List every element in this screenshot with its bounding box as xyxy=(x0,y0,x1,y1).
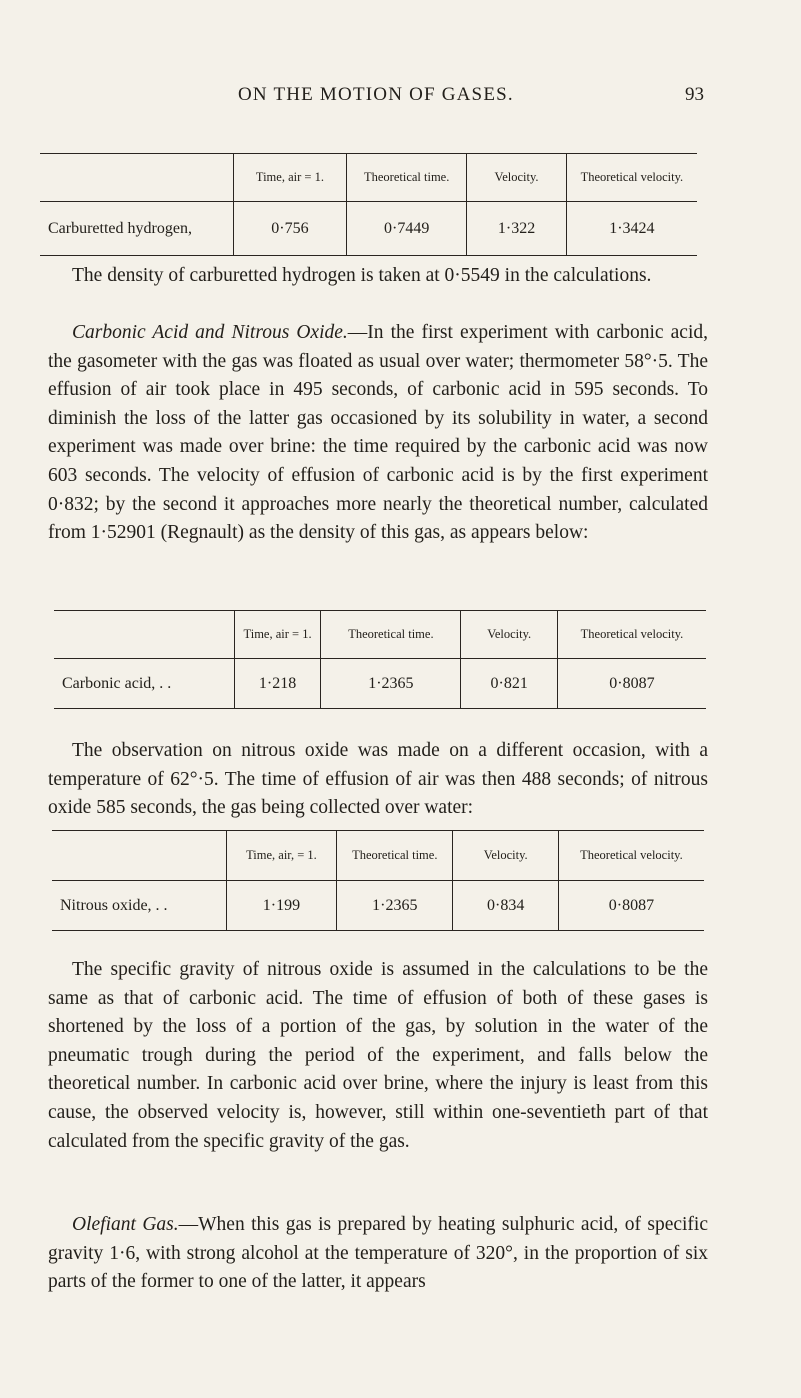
table-header-velocity: Velocity. xyxy=(461,611,557,659)
nitrous-oxide-table xyxy=(52,830,704,931)
table-header-blank xyxy=(54,611,234,659)
table-cell: 1·3424 xyxy=(566,202,697,256)
paragraph-specific-gravity: The specific gravity of nitrous oxide is assumed in the calculations to be the same as that of carbonic acid. The time of effusion of both of these gases is shortened by the loss of a portion of the gas, by solution in the water of the pneumatic trough during the period of the experiment, and falls below the theoretical number. In carbonic acid over brine, where the injury is least from this cause, the observed velocity is, however, still within one-seventieth part of that calculated from the specific gravity of the gas. xyxy=(48,959,708,1152)
table-cell: 1·199 xyxy=(226,881,336,931)
table-row-label: Nitrous oxide, . . xyxy=(60,896,168,914)
page-number: 93 xyxy=(685,84,704,105)
table-cell: 0·8087 xyxy=(557,659,706,709)
table-header-time: Time, air, = 1. xyxy=(226,831,336,881)
running-header xyxy=(0,84,801,118)
table-cell: 1·322 xyxy=(467,202,566,256)
section-heading-olefiant: Olefiant Gas. xyxy=(72,1214,179,1235)
table-header-blank xyxy=(40,154,233,202)
table-header-velocity: Velocity. xyxy=(453,831,558,881)
paragraph-body: —In the first experiment with carbonic acid, the gasometer with the gas was floated as usual over water; thermometer 58°·5. The effusion of air took place in 495 seconds, of carbonic acid in 595 seconds. To diminish the loss of the latter gas occasioned by its solubility in water, a second experiment was made over brine: the time required by the carbonic acid was now 603 seconds. The velocity of effusion of carbonic acid is by the first experiment 0·832; by the second it approaches more nearly the theoretical number, calculated from 1·52901 (Regnault) as the density of this gas, as appears below: xyxy=(48,322,708,544)
table-cell: 1·218 xyxy=(234,659,321,709)
running-title: ON THE MOTION OF GASES. xyxy=(238,84,514,105)
table-cell: 0·756 xyxy=(233,202,346,256)
table-header-theoretical-velocity: Theoretical velocity. xyxy=(557,611,706,659)
table-header-blank xyxy=(52,831,226,881)
paragraph-nitrous-oxide: The observation on nitrous oxide was made on a different occasion, with a temperature of 62°·5. The time of effusion of air was then 488 seconds; of nitrous oxide 585 seconds, the gas being collected over water: xyxy=(48,740,708,819)
table-cell: 1·2365 xyxy=(337,881,453,931)
table-cell: 0·7449 xyxy=(347,202,467,256)
table-cell: 0·834 xyxy=(453,881,558,931)
carburetted-hydrogen-table xyxy=(40,153,697,256)
table-header-theoretical-velocity: Theoretical velocity. xyxy=(558,831,704,881)
table-cell: 0·821 xyxy=(461,659,557,709)
carbonic-acid-table xyxy=(54,610,706,709)
paragraph-olefiant-gas xyxy=(48,1211,708,1297)
paragraph-body: —When this gas is prepared by heating sulphuric acid, of specific gravity 1·6, with strong alcohol at the temperature of 320°, in the proportion of six parts of the former to one of the latter, it appears xyxy=(48,1214,708,1293)
paragraph-density: The density of carburetted hydrogen is taken at 0·5549 in the calculations. xyxy=(72,265,652,286)
table-row-label: Carbonic acid, . . xyxy=(62,674,172,692)
table-cell: 1·2365 xyxy=(321,659,461,709)
table-header-velocity: Velocity. xyxy=(467,154,566,202)
table-cell: 0·8087 xyxy=(558,881,704,931)
section-heading-carbonic-nitrous: Carbonic Acid and Nitrous Oxide. xyxy=(72,322,348,343)
paragraph-carbonic-acid xyxy=(48,319,708,548)
table-header-theoretical-velocity: Theoretical velocity. xyxy=(566,154,697,202)
table-header-time: Time, air = 1. xyxy=(234,611,321,659)
table-header-theoretical-time: Theoretical time. xyxy=(321,611,461,659)
table-header-theoretical-time: Theoretical time. xyxy=(337,831,453,881)
table-header-theoretical-time: Theoretical time. xyxy=(347,154,467,202)
table-header-time: Time, air = 1. xyxy=(233,154,346,202)
table-row-label: Carburetted hydrogen, xyxy=(48,219,192,237)
